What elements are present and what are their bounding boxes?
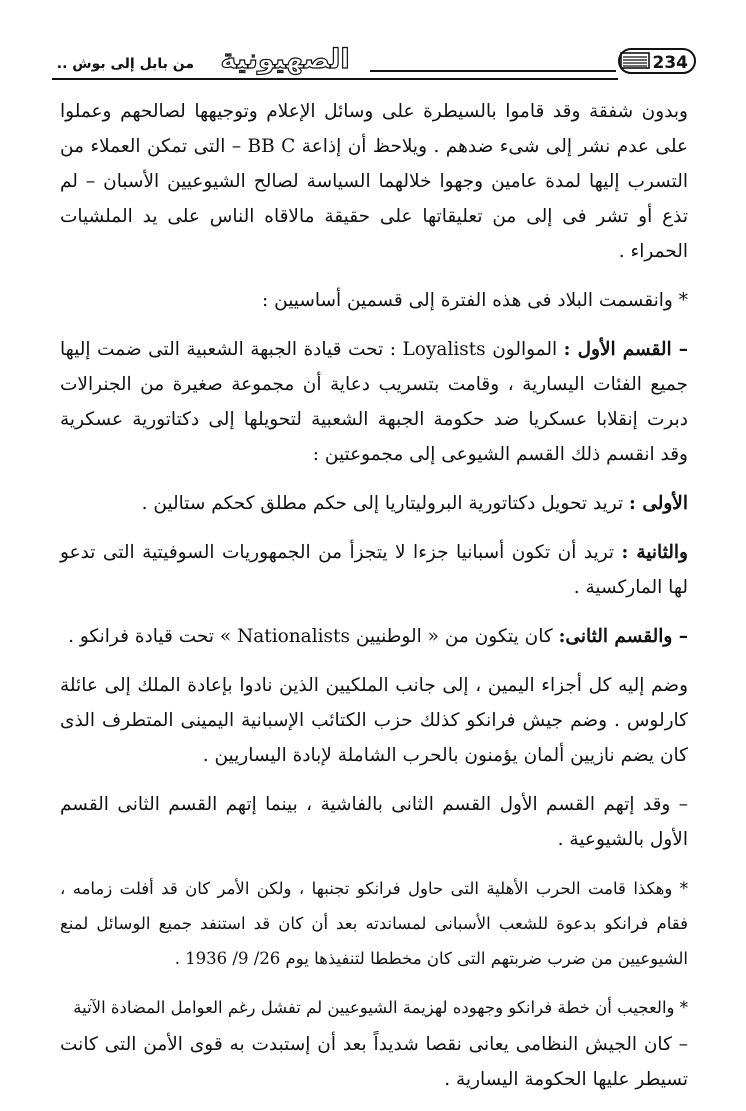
paragraph-text: – وقد إتهم القسم الأول القسم الثانى بالفاشية ، بينما إتهم القسم الثانى القسم الأول بالشيوعية .: [60, 794, 688, 850]
paragraph: [60, 283, 688, 318]
paragraph-text: كان يتكون من « الوطنيين Nationalists » تحت قيادة فرانكو .: [68, 626, 559, 647]
paragraph-label: الأولى :: [629, 493, 688, 514]
header-rule-upper: [370, 70, 616, 72]
paragraph-text: وضم إليه كل أجزاء اليمين ، إلى جانب الملكيين الذين نادوا بإعادة الملك إلى عائلة كارلوس . وضم جيش فرانكو كذلك حزب الكتائب الإسبانية اليمينى المتطرف الذى كان يضم نازيين ألمان يؤمنون بالحرب الشاملة لإبادة اليساريين .: [60, 675, 688, 766]
paragraph: [60, 486, 688, 521]
page-header: [52, 40, 692, 84]
paragraph-text: وبدون شفقة وقد قاموا بالسيطرة على وسائل الإعلام وتوجيهها لصالحهم وعملوا على عدم نشر إلى شىء ضدهم . ويلاحظ أن إذاعة BB C – التى تمكن العملاء من التسرب إليها لمدة عامين وجهوا خلالهما السياسة لصالح الشيوعيين الأسبان – لم تذع أو تشر فى إلى من تعليقاتها على حقيقة مالاقاه الناس على يد الملشيات الحمراء .: [60, 101, 688, 262]
page-number: 234: [618, 48, 696, 74]
paragraph-label: – القسم الأول :: [563, 339, 688, 360]
page-body: [60, 94, 688, 1111]
paragraph: [60, 1027, 688, 1097]
header-subtitle: .. من بابل إلى بوش: [56, 56, 194, 72]
paragraph-label: والثانية :: [621, 542, 688, 563]
paragraph: [60, 332, 688, 472]
paragraph-text: * وهكذا قامت الحرب الأهلية التى حاول فرانكو تجنبها ، ولكن الأمر كان قد أفلت زمامه ، فقام فرانكو بدعوة للشعب الأسبانى لمساندته بعد أن كان قد استنفد جميع الوسائل لمنع الشيوعيين من ضرب ضربتهم التى كان مخططا لتنفيذها يوم 26/ 9/ 1936 .: [60, 879, 688, 968]
paragraph: [60, 668, 688, 773]
paragraph: [60, 619, 688, 654]
paragraph-text: – كان الجيش النظامى يعانى نقصا شديداً بعد أن إستبدت به قوى الأمن التى كانت تسيطر عليها الحكومة اليسارية .: [60, 1034, 688, 1090]
paragraph-text: * والعجيب أن خطة فرانكو وجهوده لهزيمة الشيوعيين لم تفشل رغم العوامل المضادة الآتية: [73, 998, 688, 1017]
paragraph: [60, 94, 688, 269]
header-title: الصهيونية: [220, 44, 350, 75]
paragraph: [60, 535, 688, 605]
paragraph: [60, 871, 688, 976]
paragraph-text: * وانقسمت البلاد فى هذه الفترة إلى قسمين أساسيين :: [262, 290, 688, 311]
paragraph: [60, 990, 688, 1025]
paragraph-text: تريد تحويل دكتاتورية البروليتاريا إلى حكم مطلق كحكم ستالين .: [141, 493, 630, 514]
book-icon: [620, 50, 650, 70]
paragraph: [60, 787, 688, 857]
paragraph-label: – والقسم الثانى:: [558, 626, 688, 647]
paragraph-text: الموالون Loyalists : تحت قيادة الجبهة الشعبية التى ضمت إليها جميع الفئات اليسارية ، وقامت بتسريب دعاية أن مجموعة صغيرة من الجنرالات دبرت إنقلابا عسكريا ضد حكومة الجبهة الشعبية لتحويلها إلى دكتاتورية عسكرية وقد انقسم ذلك القسم الشيوعى إلى مجموعتين :: [60, 339, 688, 465]
paragraph-text: تريد أن تكون أسبانيا جزءا لا يتجزأ من الجمهوريات السوفيتية التى تدعو لها الماركسية .: [60, 542, 688, 598]
